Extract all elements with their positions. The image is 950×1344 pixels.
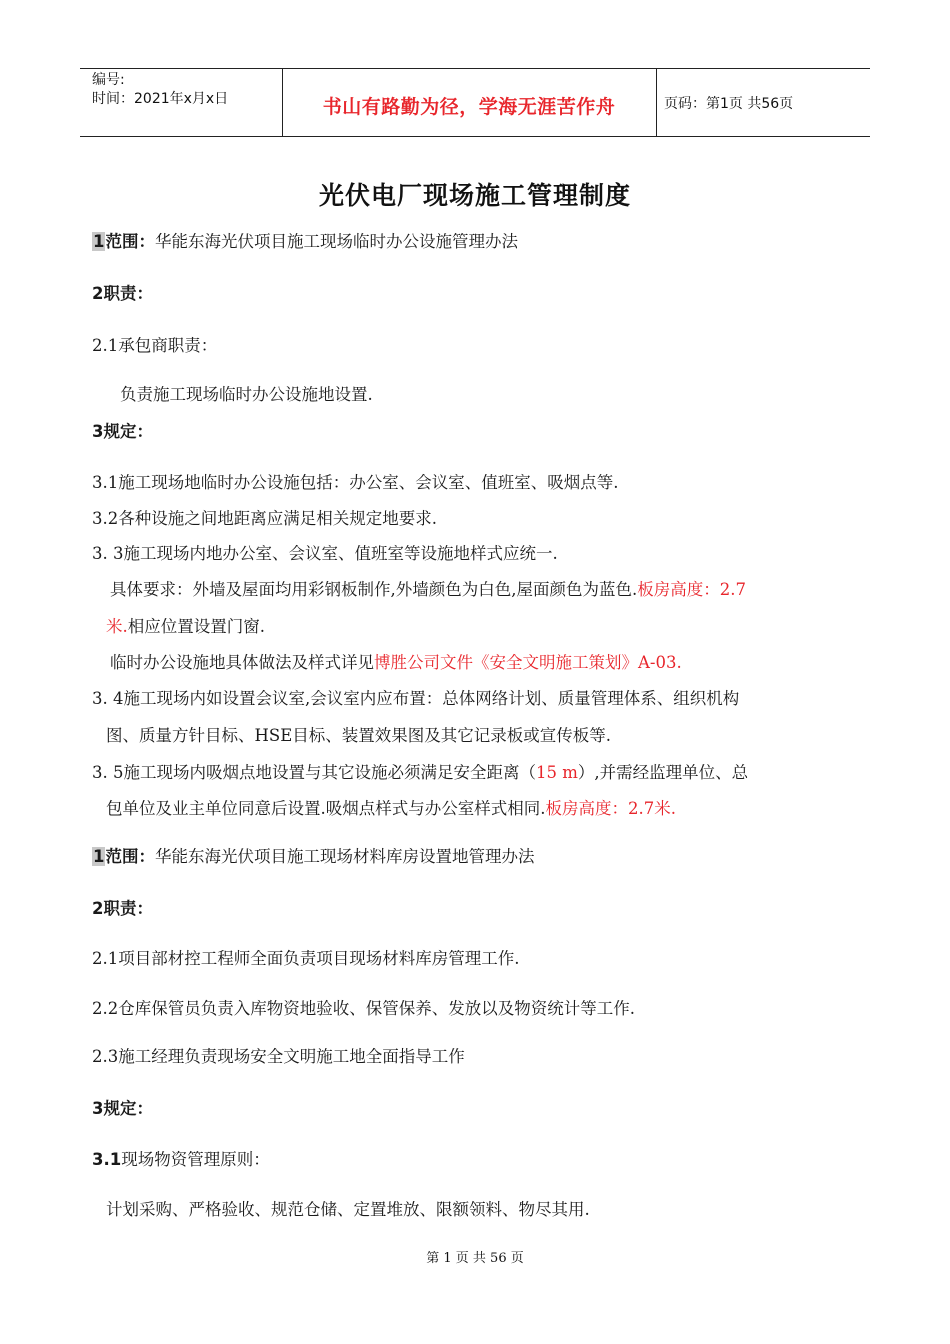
- header-top-border: [80, 68, 870, 69]
- section1-scope: [92, 231, 518, 253]
- safety-distance-value: 15 m: [536, 763, 578, 782]
- section2-scope: [92, 846, 534, 868]
- reference-text: 临时办公设施地具体做法及样式详见: [110, 653, 374, 672]
- header-page-info: 页码：第1页 共56页: [664, 96, 794, 112]
- section1-rule-heading: 3规定：: [92, 422, 153, 441]
- section2-duty-2-2: 2.2仓库保管员负责入库物资地验收、保管保养、发放以及物资统计等工作.: [92, 999, 635, 1018]
- section2-rule-3-1-body: 计划采购、严格验收、规范仓储、定置堆放、限额领料、物尽其用.: [106, 1200, 590, 1219]
- requirements-text: 具体要求：外墙及屋面均用彩钢板制作,外墙颜色为白色,屋面颜色为蓝色.: [110, 580, 638, 599]
- page-footer: 第 1 页 共 56 页: [426, 1251, 524, 1266]
- section2-rule-3-1-text: 现场物资管理原则：: [121, 1150, 270, 1169]
- section1-rule-3-3-reference: [110, 652, 682, 674]
- header-motto: 书山有路勤为径，学海无涯苦作舟: [322, 96, 616, 118]
- section1-scope-label: 范围：: [105, 232, 155, 251]
- header-bottom-border: [80, 136, 870, 137]
- board-height-highlight: 板房高度：2.7: [637, 580, 746, 599]
- smoking-distance-text: 3. 5施工现场内吸烟点地设置与其它设施必须满足安全距离（: [92, 763, 536, 782]
- section2-scope-text: 华能东海光伏项目施工现场材料库房设置地管理办法: [154, 847, 535, 866]
- header-meta: [92, 71, 228, 109]
- section2-scope-label: 范围：: [105, 847, 155, 866]
- date-label: 时间：2021年x月x日: [92, 91, 229, 107]
- section1-rule-3-5-line2: [106, 798, 676, 820]
- section2-rule-3-1-number: 3.1: [92, 1150, 122, 1169]
- section1-duty-2-1: 2.1承包商职责：: [92, 336, 218, 355]
- approval-text: ）,并需经监理单位、总: [577, 763, 749, 782]
- section1-rule-3-3-requirements-cont: [106, 616, 265, 638]
- section2-rule-3-1: [92, 1149, 270, 1171]
- smoking-board-height: 板房高度：2.7米.: [545, 799, 676, 818]
- section1-rule-3-4-line1: 3. 4施工现场内如设置会议室,会议室内应布置：总体网络计划、质量管理体系、组织机构: [92, 689, 740, 708]
- section1-scope-text: 华能东海光伏项目施工现场临时办公设施管理办法: [154, 232, 518, 251]
- section1-rule-3-1: 3.1施工现场地临时办公设施包括：办公室、会议室、值班室、吸烟点等.: [92, 473, 619, 492]
- header-divider-right: [656, 68, 657, 136]
- section1-duty-2-1-body: 负责施工现场临时办公设施地设置.: [120, 385, 373, 404]
- section2-rule-heading: 3规定：: [92, 1099, 153, 1118]
- section1-duty-heading: 2职责：: [92, 284, 153, 303]
- reference-document: 博胜公司文件《安全文明施工策划》A-03.: [374, 653, 682, 672]
- doors-windows-text: 相应位置设置门窗.: [127, 617, 265, 636]
- smoking-style-text: 包单位及业主单位同意后设置.吸烟点样式与办公室样式相同.: [106, 799, 546, 818]
- section2-duty-heading: 2职责：: [92, 899, 153, 918]
- section2-duty-2-3: 2.3施工经理负责现场安全文明施工地全面指导工作: [92, 1047, 465, 1066]
- section2-scope-number: 1: [93, 847, 105, 866]
- section1-rule-3-5-line1: [92, 762, 748, 784]
- serial-label: 编号:: [92, 72, 125, 88]
- section1-rule-3-4-line2: 图、质量方针目标、HSE目标、装置效果图及其它记录板或宣传板等.: [106, 726, 611, 745]
- section1-rule-3-2: 3.2各种设施之间地距离应满足相关规定地要求.: [92, 509, 437, 528]
- section1-scope-number: 1: [93, 232, 105, 251]
- section1-rule-3-3-requirements: [110, 579, 746, 601]
- section2-duty-2-1: 2.1项目部材控工程师全面负责项目现场材料库房管理工作.: [92, 949, 520, 968]
- board-height-unit: 米.: [106, 617, 128, 636]
- section1-rule-3-3: 3. 3施工现场内地办公室、会议室、值班室等设施地样式应统一.: [92, 544, 558, 563]
- document-title: 光伏电厂现场施工管理制度: [318, 181, 631, 210]
